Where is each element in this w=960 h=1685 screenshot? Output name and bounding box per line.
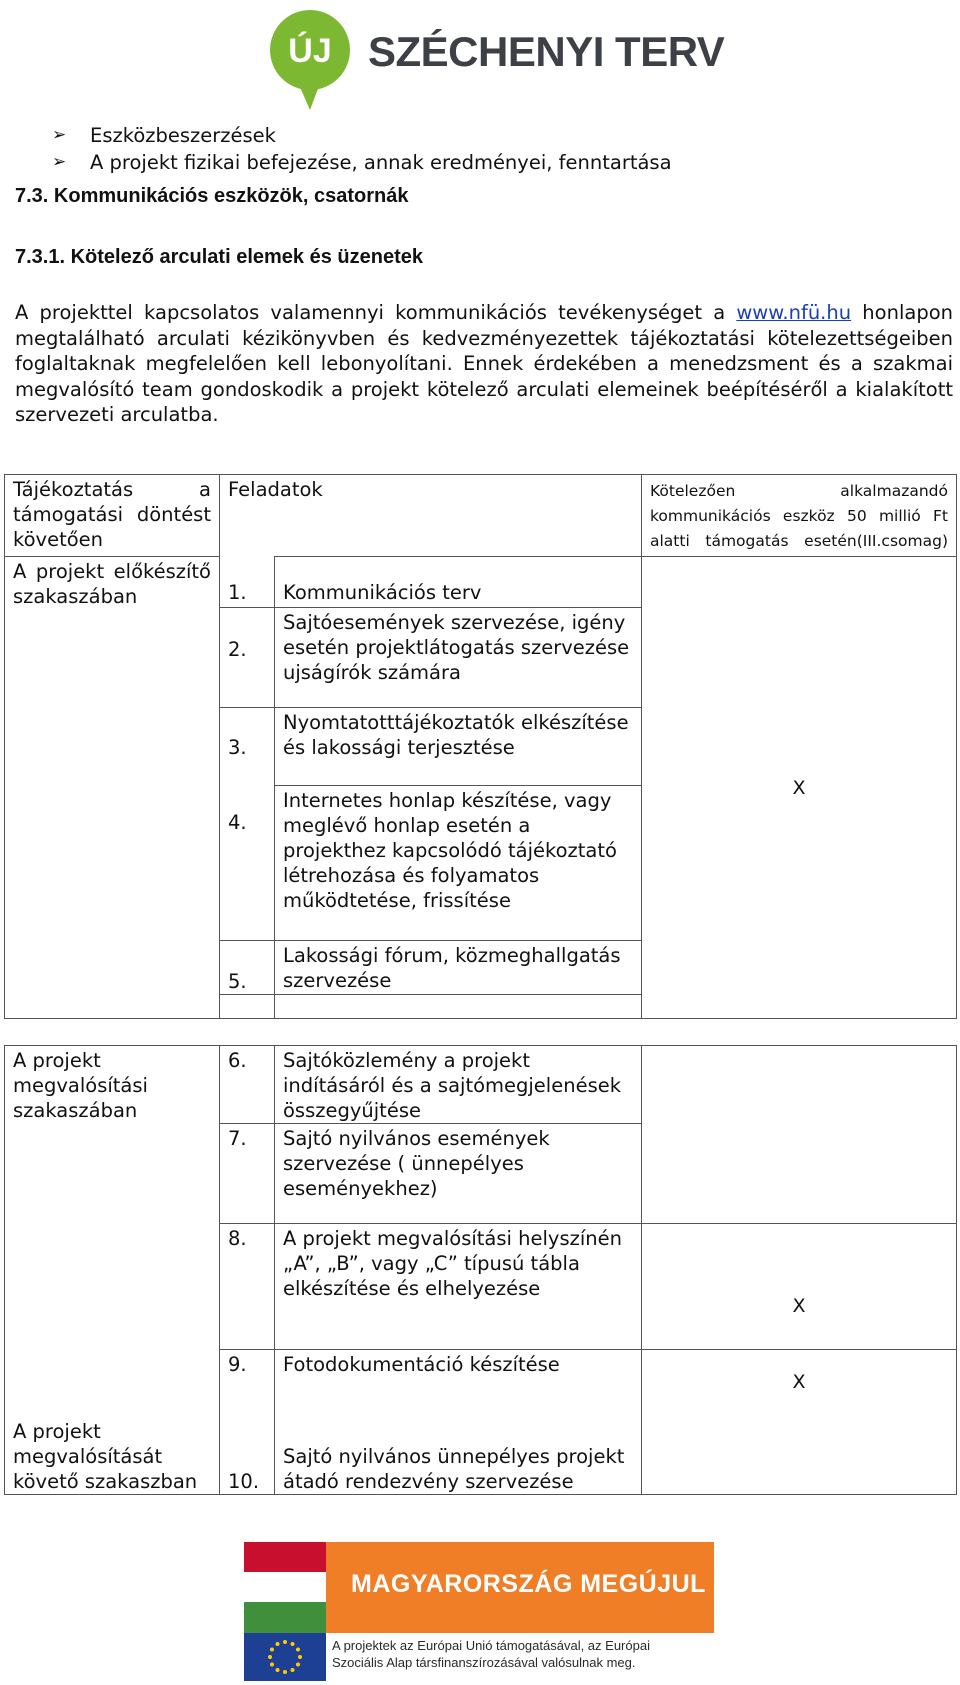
task-cell: Nyomtatotttájékoztatók elkészítése és lakossági terjesztése [275, 708, 642, 786]
eu-note-line: A projektek az Európai Unió támogatásával, az Európai [332, 1638, 650, 1653]
subsection-heading: 7.3.1. Kötelező arculati elemek és üzenetek [15, 246, 423, 268]
row-number: 7. [220, 1124, 275, 1224]
task-cell: Sajtóközlemény a projekt indításáról és a sajtómegjelenések összegyűjtése [275, 1046, 642, 1124]
logo-speech-bubble-icon [262, 8, 366, 112]
arrow-bullet-icon: ➢ [52, 125, 67, 145]
banner-title: MAGYARORSZÁG MEGÚJUL [351, 1570, 706, 1598]
x-mark: X [642, 1350, 957, 1495]
x-mark: X [642, 1224, 957, 1350]
task-cell: Sajtó nyilvános események szervezése ( ünnepélyes eseményekhez) [275, 1124, 642, 1224]
phase-cell: A projekt megvalósítási szakaszában [5, 1046, 220, 1394]
eu-flag-icon [244, 1633, 326, 1681]
table-header-cell: Feladatok [220, 475, 642, 557]
task-cell: Lakossági fórum, közmeghallgatás szervezése [275, 941, 642, 995]
list-item [52, 149, 672, 176]
list-item [52, 122, 672, 149]
szechenyi-terv-logo [262, 8, 725, 112]
table-header-cell: Kötelezően alkalmazandó kommunikációs eszköz 50 millió Ft alatti támogatás esetén(III.csomag) [642, 475, 957, 557]
arrow-bullet-icon: ➢ [52, 152, 67, 172]
communication-table-1 [4, 474, 957, 1019]
task-cell: Fotodokumentáció készítése [275, 1350, 642, 1394]
paragraph-text: A projekttel kapcsolatos valamennyi kommunikációs tevékenységet a [15, 301, 737, 324]
x-mark: X [642, 557, 957, 1019]
task-cell: Internetes honlap készítése, vagy meglévő honlap esetén a projekthez kapcsolódó tájékoztató létrehozása és folyamatos működtetése, frissítése [275, 786, 642, 941]
footer-banner [244, 1542, 714, 1681]
logo-prefix: ÚJ [288, 32, 332, 70]
bullet-list [52, 122, 672, 176]
body-paragraph [15, 300, 953, 428]
row-number: 6. [220, 1046, 275, 1124]
row-number: 5. [220, 941, 275, 995]
section-heading: 7.3. Kommunikációs eszközök, csatornák [15, 185, 409, 207]
empty-cell [642, 1046, 957, 1124]
eu-note-line: Szociális Alap társfinanszírozásával valósulnak meg. [332, 1655, 636, 1670]
table-header-cell: Tájékoztatás a támogatási döntést követően [5, 475, 220, 557]
banner-orange [326, 1542, 714, 1633]
row-number: 4. [220, 786, 275, 941]
row-number: 2. [220, 608, 275, 708]
task-cell: A projekt megvalósítási helyszínén „A”, „B”, vagy „C” típusú tábla elkészítése és elhelyezése [275, 1224, 642, 1350]
phase-cell: A projekt előkészítő szakaszában [5, 557, 220, 1019]
task-cell: Kommunikációs terv [275, 557, 642, 608]
phase-cell: A projekt megvalósítását követő szakaszban [5, 1394, 220, 1495]
row-number: 1. [220, 557, 275, 608]
hungarian-flag-white-stripe [244, 1572, 326, 1602]
communication-table-2 [4, 1045, 957, 1495]
row-number: 3. [220, 708, 275, 786]
empty-cell [642, 1124, 957, 1224]
list-item-text: Eszközbeszerzések [90, 124, 276, 147]
nfu-link[interactable]: www.nfü.hu [736, 301, 852, 324]
row-number: 9. [220, 1350, 275, 1394]
eu-funding-note [332, 1637, 650, 1671]
paragraph-text: honlapon megtalálható arculati kézikönyvben és kedvezményezettek tájékoztatási kötelezettségeiben foglaltaknak megfelelően kell lebonyolítani. Ennek érdekében a menedzsment és a szakmai megvalósító team gondoskodik a projekt kötelező arculati elemeinek beépítéséről a kialakított szervezeti arculatba. [15, 301, 953, 426]
logo-text: SZÉCHENYI TERV [368, 28, 725, 75]
list-item-text: A projekt fizikai befejezése, annak eredményei, fenntartása [90, 151, 672, 174]
task-cell: Sajtó nyilvános ünnepélyes projekt átadó rendezvény szervezése [275, 1394, 642, 1495]
row-number: 8. [220, 1224, 275, 1350]
task-cell [275, 995, 642, 1019]
row-number: 10. [220, 1394, 275, 1495]
row-number [220, 995, 275, 1019]
task-cell: Sajtóesemények szervezése, igény esetén projektlátogatás szervezése ujságírók számára [275, 608, 642, 708]
hungarian-flag-red-stripe [244, 1542, 326, 1572]
hungarian-flag-green-stripe [244, 1602, 326, 1633]
